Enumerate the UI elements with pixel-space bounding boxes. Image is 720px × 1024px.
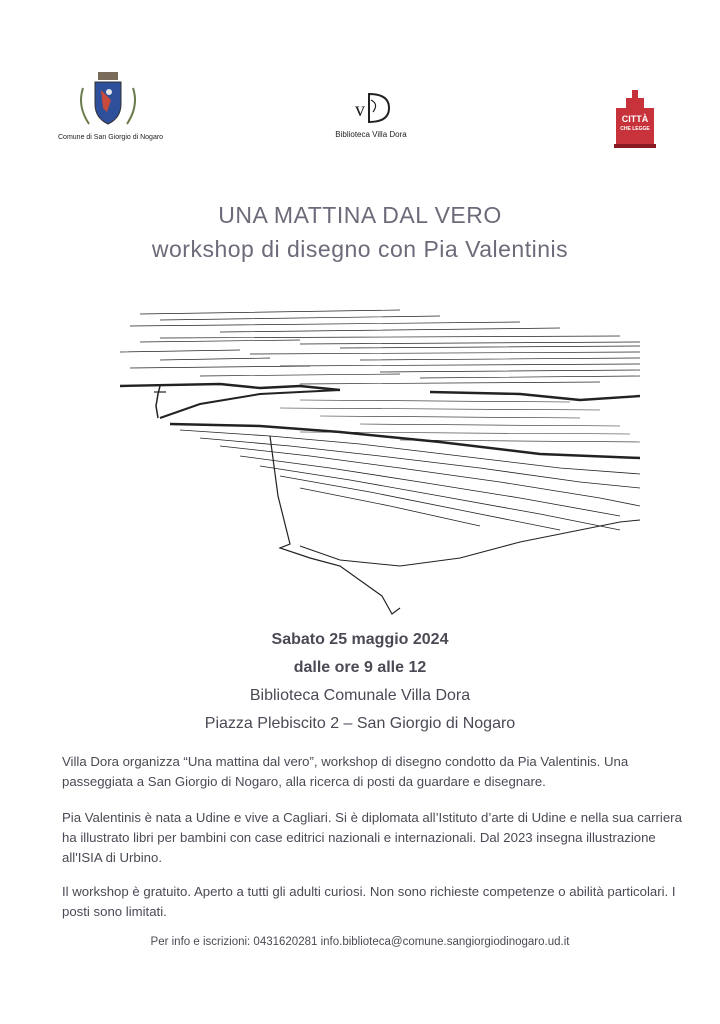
paragraph-intro: Villa Dora organizza “Una mattina dal vero”, workshop di disegno condotto da Pia Valentinis. Una passeggiata a San Giorgio di Nogaro, alla ricerca di posti da guardare e disegnare.: [62, 754, 629, 789]
biblioteca-logo: [316, 88, 426, 139]
water-lines: [280, 400, 640, 442]
page-title: UNA MATTINA DAL VERO: [218, 202, 502, 228]
svg-text:v: v: [355, 99, 365, 121]
comune-caption: Comune di San Giorgio di Nogaro: [58, 134, 164, 141]
landscape-sketch: [100, 296, 650, 622]
citta-label: CITTÀ: [621, 114, 649, 124]
che-legge-label: CHE LEGGE: [620, 126, 650, 132]
contact-info: Per info e iscrizioni: 0431620281 info.biblioteca@comune.sangiorgiodinogaro.ud.it: [150, 936, 570, 948]
villa-dora-monogram-icon: [341, 88, 401, 126]
comune-logo: [58, 68, 164, 141]
event-time: dalle ore 9 alle 12: [293, 659, 427, 676]
coat-of-arms-icon: [73, 68, 143, 132]
event-details: [0, 626, 720, 738]
title-block: [0, 198, 720, 266]
citta-che-legge-logo: [600, 88, 670, 150]
page-subtitle: workshop di disegno con Pia Valentinis: [151, 236, 569, 262]
embankment-hatching: [180, 430, 640, 530]
biblioteca-caption: Biblioteca Villa Dora: [335, 130, 407, 139]
event-date: Sabato 25 maggio 2024: [271, 631, 449, 648]
event-venue: Biblioteca Comunale Villa Dora: [249, 687, 471, 704]
event-address: Piazza Plebiscito 2 – San Giorgio di Nogaro: [204, 715, 516, 732]
paragraph-conditions: Il workshop è gratuito. Aperto a tutti gli adulti curiosi. Non sono richieste competenze o abilità particolari. I posti sono limitati.: [62, 884, 676, 919]
paragraph-bio: Pia Valentinis è nata a Udine e vive a Cagliari. Si è diplomata all’Istituto d’arte di Udine e nella sua carriera ha illustrato libri per bambini con case editrici nazionali e internazionali. Dal 2023 insegna illustrazione all'ISIA di Urbino.: [62, 810, 682, 865]
sky-hatching: [120, 310, 640, 384]
